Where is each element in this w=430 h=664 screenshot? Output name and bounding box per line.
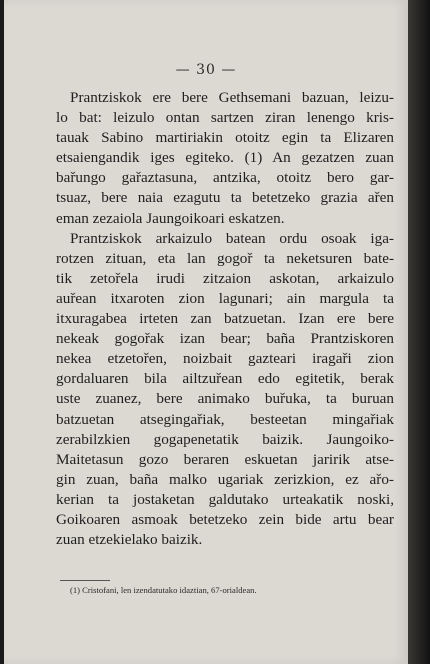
text-line: Prantziskok ere bere Gethsemani bazuan, leizu- bbox=[70, 89, 394, 106]
text-line: Goikoaren asmoak betetzeko zein bide artu bear bbox=[56, 510, 394, 528]
text-line: tauak Sabino martiriakin otoitz egin ta Elizaren bbox=[56, 129, 394, 147]
text-line: eman zezaiola Jaungoikoari eskatzen. bbox=[56, 209, 285, 227]
book-page bbox=[4, 0, 408, 664]
page-number: — 30 — bbox=[175, 62, 237, 78]
text-line: tsuaz, bere naia ezagutu ta betetzeko grazia ařen bbox=[56, 189, 394, 207]
text-line: nekeak gogořak izan bear; baña Prantziskoren bbox=[56, 330, 394, 348]
body-text bbox=[56, 88, 394, 550]
text-line: bařungo gařaztasuna, antzika, otoitz bero gar- bbox=[56, 169, 394, 187]
text-line: Prantziskok arkaizulo batean ordu osoak iga- bbox=[70, 229, 394, 247]
text-line: Maitetasun gozo beraren eskuetan jaririk atse- bbox=[56, 450, 394, 468]
text-line: gin zuan, baña malko ugariak zerizkion, ez ařo- bbox=[56, 470, 394, 488]
footnote: (1) Cristofani, len izendatutako idaztian, 67-orialdean. bbox=[70, 585, 257, 595]
text-line: zuan etzekielako baizik. bbox=[56, 531, 203, 549]
text-line: nekea etzetořen, noizbait gazteari iragaři zion bbox=[56, 350, 394, 368]
text-line: batzuetan atsegingařiak, besteetan mingařiak bbox=[56, 410, 394, 428]
text-line: itxuragabea irteten zan batzuetan. Izan ere bere bbox=[56, 310, 394, 328]
text-line: tik zetořela irudi zitzaion askotan, arkaizulo bbox=[56, 269, 394, 287]
paragraph-2 bbox=[56, 229, 394, 551]
book-gutter bbox=[408, 0, 430, 664]
text-line: lo bat: leizulo ontan sartzen ziran lenengo kris- bbox=[56, 109, 394, 127]
footnote-divider bbox=[60, 580, 110, 581]
text-line: uste zuanez, bere animako buřuka, ta buruan bbox=[56, 390, 394, 408]
text-line: gordaluaren bila ailtzuřean edo egitetik, berak bbox=[56, 370, 394, 388]
text-line: zerabilzkien gogapenetatik baizik. Jaungoiko- bbox=[56, 430, 394, 448]
text-line: etsaiengandik iges egiteko. (1) An gezatzen zuan bbox=[56, 149, 394, 167]
paragraph-1 bbox=[56, 88, 394, 229]
text-line: rotzen zituan, eta lan gogoř ta neketsuren bate- bbox=[56, 249, 394, 267]
text-line: auřean itxaroten zion lagunari; ain margula ta bbox=[56, 289, 394, 307]
text-line: kerian ta jostaketan galdutako urteakatik noski, bbox=[56, 490, 394, 508]
